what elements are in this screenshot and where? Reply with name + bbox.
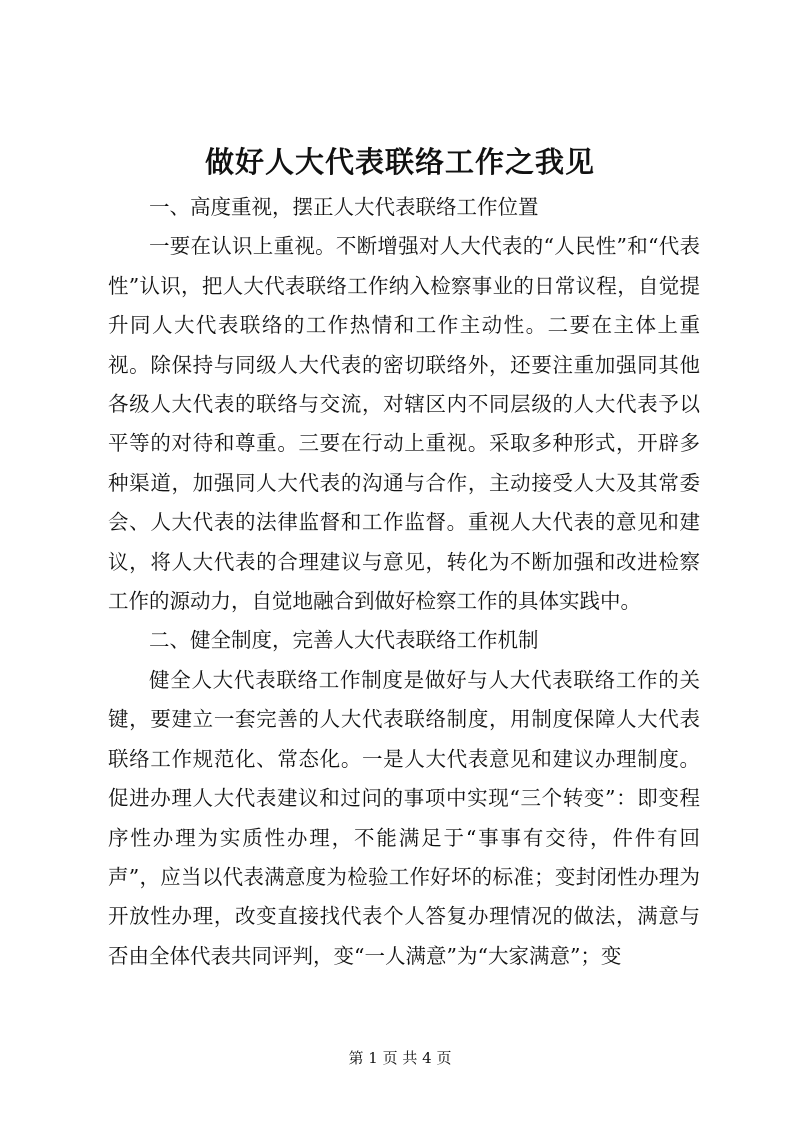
document-title: 做好人大代表联络工作之我见	[204, 145, 595, 179]
body-paragraph-2: 健全人大代表联络工作制度是做好与人大代表联络工作的关键，要建立一套完善的人大代表联络制度，用制度保障人大代表联络工作规范化、常态化。一是人大代表意见和建议办理制度。促进办理人大代表建议和过问的事项中实现“三个转变”：即变程序性办理为实质性办理，不能满足于“事事有交待，件件有回声”，应当以代表满意度为检验工作好坏的标准；变封闭性办理为开放性办理，改变直接找代表个人答复办理情况的做法，满意与否由全体代表共同评判，变“一人满意”为“大家满意”；变	[108, 667, 700, 968]
section-heading-1: 一、高度重视，摆正人大代表联络工作位置	[149, 195, 539, 219]
document-body	[108, 188, 700, 976]
page-footer: 第 1 页 共 4 页	[348, 1049, 452, 1067]
body-paragraph-1: 一要在认识上重视。不断增强对人大代表的“人民性”和“代表性”认识，把人大代表联络工作纳入检察事业的日常议程，自觉提升同人大代表联络的工作热情和工作主动性。二要在主体上重视。除保持与同级人大代表的密切联络外，还要注重加强同其他各级人大代表的联络与交流，对辖区内不同层级的人大代表予以平等的对待和尊重。三要在行动上重视。采取多种形式，开辟多种渠道，加强同人大代表的沟通与合作，主动接受人大及其常委会、人大代表的法律监督和工作监督。重视人大代表的意见和建议，将人大代表的合理建议与意见，转化为不断加强和改进检察工作的源动力，自觉地融合到做好检察工作的具体实践中。	[108, 234, 700, 614]
section-heading-2: 二、健全制度，完善人大代表联络工作机制	[149, 628, 539, 653]
